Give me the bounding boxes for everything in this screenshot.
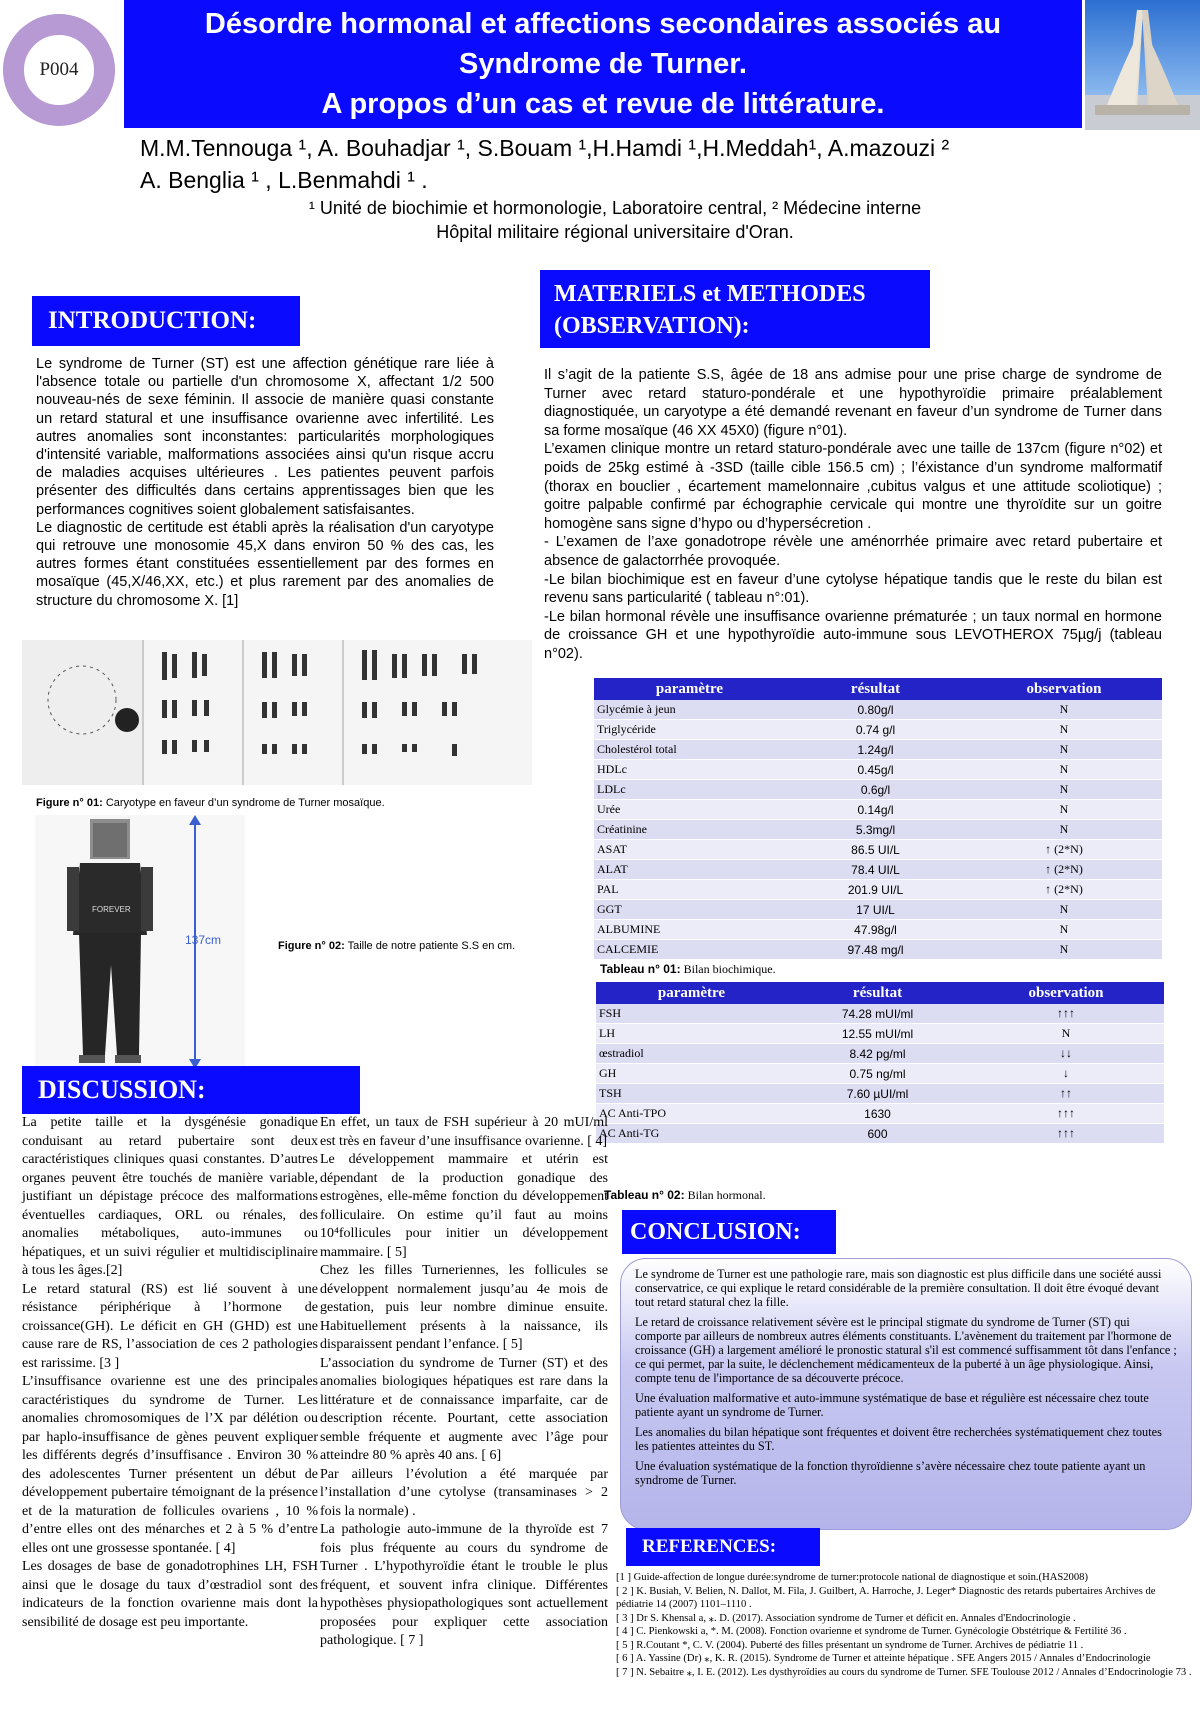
table-row	[594, 820, 1162, 840]
cell-observation: N	[966, 700, 1162, 720]
figure-1-label: Figure n° 01:	[36, 797, 103, 809]
poster-title	[124, 0, 1082, 128]
table-row	[596, 1004, 1164, 1024]
affiliation	[140, 196, 1090, 244]
methods-heading-line-2: (OBSERVATION):	[554, 313, 750, 339]
discussion-paragraph: L’insuffisance ovarienne est une des principales caractéristiques du syndrome de Turner. Les anomalies chromosomiques de l’X par délétion ou par haplo-insuffisance de gènes peuvent expliquer les différents degrés d’insuffisance . Environ 30 % des adolescentes Turner présentent un début de développement pubertaire témoignant de la présence et de la maturation de follicules ovariens , 10 % d’entre elles ont des ménarches et 2 à 5 % d’entre elles ont une grossesse spontanée. [ 4]	[22, 1374, 318, 1556]
cell-parametre: Urée	[594, 800, 785, 820]
logo-ring	[3, 14, 115, 126]
discussion-paragraph: En effet, un taux de FSH supérieur à 20 mUI/ml est très en faveur d’une insuffisance ovarienne. [ 4]	[320, 1115, 608, 1149]
cell-resultat: 1630	[787, 1104, 968, 1124]
header-observation: observation	[966, 678, 1162, 700]
authors-line-2: A. Benglia ¹ , L.Benmahdi ¹ .	[140, 167, 428, 193]
introduction-heading: INTRODUCTION:	[32, 296, 300, 346]
cell-resultat: 0.75 ng/ml	[787, 1064, 968, 1084]
reference-item: [ 7 ] N. Sebaitre ⁎, I. E. (2012). Les dysthyroïdies au cours du syndrome de Turner. SFE Toulouse 2012 / Annales d’Endocrinologie 73 .	[616, 1666, 1192, 1678]
table-2-caption-label: Tableau n° 02:	[604, 1188, 685, 1202]
cell-parametre: Triglycéride	[594, 720, 785, 740]
introduction-text	[36, 355, 494, 610]
cell-parametre: FSH	[596, 1004, 787, 1024]
table-row	[594, 840, 1162, 860]
cell-resultat: 5.3mg/l	[785, 820, 966, 840]
cell-resultat: 0.74 g/l	[785, 720, 966, 740]
conclusion-box	[620, 1258, 1192, 1530]
methods-paragraph-2: L’examen clinique montre un retard staturo-pondérale avec une taille de 137cm (figure n°02) et poids de 25kg estimé à -3SD (taille cible 156.5 cm) ; l’éxistance d’un syndrome malformatif (thorax en bouclier , écartement mamelonnaire ,cubitus valgus et une attitude scoliotique) ; goitre palpable confirmé par échographie cervicale qui montre une thyroïdite sur un goitre homogène sans signe d’hypo ou d’hypersécretion .	[544, 441, 1162, 532]
conclusion-paragraph: Les anomalies du bilan hépatique sont fréquentes et doivent être recherchées systématiquement chez toutes les patientes atteintes du ST.	[635, 1425, 1162, 1453]
table-header-row	[596, 982, 1164, 1004]
table-hormonal	[596, 982, 1164, 1144]
cell-observation: ↑↑↑	[968, 1004, 1164, 1024]
reference-item: [ 6 ] A. Yassine (Dr) ⁎, K. R. (2015). Syndrome de Turner et atteinte hépatique . SFE Angers 2015 / Annales d’Endocrinologie	[616, 1653, 1151, 1664]
header-resultat: résultat	[785, 678, 966, 700]
title-line-3: A propos d’un cas et revue de littérature.	[321, 88, 885, 120]
height-label: 137cm	[185, 933, 222, 947]
cell-resultat: 0.80g/l	[785, 700, 966, 720]
cell-resultat: 0.45g/l	[785, 760, 966, 780]
cell-observation: N	[966, 740, 1162, 760]
cell-observation: N	[966, 780, 1162, 800]
cell-parametre: ALBUMINE	[594, 920, 785, 940]
header-parametre: paramètre	[596, 982, 787, 1004]
references-list	[616, 1571, 1194, 1679]
cell-parametre: PAL	[594, 880, 785, 900]
table-row	[594, 720, 1162, 740]
cell-resultat: 47.98g/l	[785, 920, 966, 940]
reference-item: [ 2 ] K. Busiah, V. Belien, N. Dallot, M. Fila, J. Guilbert, A. Harroche, J. Leger* Diagnostic des retards pubertaires Archives de pédiatrie 14 (2007) 1101–1110 .	[616, 1585, 1156, 1610]
cell-parametre: AC Anti-TG	[596, 1124, 787, 1144]
cell-parametre: GGT	[594, 900, 785, 920]
cell-observation: ↑ (2*N)	[966, 880, 1162, 900]
cell-parametre: AC Anti-TPO	[596, 1104, 787, 1124]
cell-parametre: Créatinine	[594, 820, 785, 840]
hormonal-table	[596, 982, 1164, 1144]
discussion-paragraph: Le retard statural (RS) est lié souvent à une résistance périphérique à l’hormone de croissance(GH). Le déficit en GH (GHD) est une cause rare de RS, l’association de ces 2 pathologies est rarissime. [3 ]	[22, 1281, 318, 1371]
figure-1-text: Caryotype en faveur d’un syndrome de Turner mosaïque.	[105, 797, 385, 809]
martyrs-memorial-icon	[1085, 0, 1200, 130]
table-row	[596, 1104, 1164, 1124]
reference-item: [ 4 ] C. Pienkowski a, *. M. (2008). Fonction ovarienne et syndrome de Turner. Gynécologie Obstétrique & Fertilité 36 .	[616, 1626, 1127, 1637]
conclusion-paragraph: Le syndrome de Turner est une pathologie rare, mais son diagnostic est plus difficile dans une société aussi conservatrice, ce qui explique le retard considérable de la première consultation. Il doit être évoqué devant tout retard statural chez la fille.	[635, 1267, 1162, 1309]
introduction-paragraph-1: Le syndrome de Turner (ST) est une affection génétique rare liée à l'absence totale ou partielle d'un chromosome X, affectant 1/2 500 nouveau-nés de sexe féminin. Il associe de manière quasi constante un retard statural et une insuffisance ovarienne avec infertilité. Les autres anomalies sont inconstantes: particularités morphologiques d'intensité variable, malformations associées ainsi qu'un risque accru de maladies acquises ultérieures . Les patientes peuvent parfois présenter des difficultés dans certains apprentissages bien que les performances cognitives soient globalement satisfaisantes.	[36, 356, 494, 518]
cell-parametre: ALAT	[594, 860, 785, 880]
table-row	[594, 940, 1162, 960]
methods-paragraph-4: -Le bilan biochimique est en faveur d’une cytolyse hépatique tandis que le reste du bilan est revenu sans particularité ( tableau n°:01).	[544, 571, 1162, 607]
cell-parametre: HDLc	[594, 760, 785, 780]
methods-paragraph-3: - L’examen de l’axe gonadotrope révèle une aménorrhée primaire avec retard pubertaire et absence de galactorrhée provoquée.	[544, 534, 1162, 569]
karyotype-image	[22, 640, 532, 785]
discussion-paragraph: Les dosages de base de gonadotrophines LH, FSH ainsi que le dosage du taux d’œstradiol sont des indicateurs de la fonction ovarienne mais dont la sensibilité de dosage est peu importante.	[22, 1559, 318, 1630]
discussion-paragraph: Par ailleurs l’évolution a été marquée par l’installation d’une cytolyse (transaminases > 2 fois la normale) .	[320, 1466, 608, 1519]
cell-observation: ↑↑↑	[968, 1124, 1164, 1144]
header-resultat: résultat	[787, 982, 968, 1004]
cell-parametre: Glycémie à jeun	[594, 700, 785, 720]
cell-resultat: 78.4 UI/L	[785, 860, 966, 880]
references-heading: REFERENCES:	[626, 1528, 820, 1566]
header-parametre: paramètre	[594, 678, 785, 700]
cell-observation: N	[966, 760, 1162, 780]
cell-resultat: 86.5 UI/L	[785, 840, 966, 860]
affiliation-line-2: Hôpital militaire régional universitaire d'Oran.	[436, 222, 794, 242]
table-row	[594, 780, 1162, 800]
biochemistry-table	[594, 678, 1162, 960]
figure-1-caption	[36, 797, 536, 809]
cell-observation: N	[966, 720, 1162, 740]
table-row	[594, 800, 1162, 820]
reference-item: [ 5 ] R.Coutant *, C. V. (2004). Puberté des filles présentant un syndrome de Turner. Archives de pédiatrie 11 .	[616, 1639, 1084, 1651]
shirt-text: FOREVER	[92, 905, 131, 914]
cell-parametre: ASAT	[594, 840, 785, 860]
table-row	[594, 880, 1162, 900]
table-header-row	[594, 678, 1162, 700]
cell-observation: N	[966, 940, 1162, 960]
cell-observation: ↑↑	[968, 1084, 1164, 1104]
conclusion-paragraph: Le retard de croissance relativement sévère est le principal stigmate du syndrome de Turner (ST) qui comporte par ailleurs de nombreux autres éléments constituants. L'avènement du traitement par l'hormone de croissance (GH) a largement amélioré le pronostic statural s'il est commencé suffisamment tôt dans l'enfance ; ce qui permet, par la suite, le déclenchement médicamenteux de la puberté à un âge physiologique. Ainsi, compte tenu de l'importance de sa découverte précoce.	[635, 1315, 1177, 1385]
society-logo	[0, 0, 118, 140]
discussion-heading: DISCUSSION:	[22, 1066, 360, 1114]
cell-resultat: 17 UI/L	[785, 900, 966, 920]
monument-photo	[1085, 0, 1200, 130]
conclusion-heading: CONCLUSION:	[622, 1210, 836, 1254]
cell-resultat: 8.42 pg/ml	[787, 1044, 968, 1064]
reference-item: [1 ] Guide-affection de longue durée:syndrome de turner:protocole national de diagnostique et soin.(HAS2008)	[616, 1572, 1088, 1583]
reference-item: [ 3 ] Dr S. Khensal a, ⁎. D. (2017). Association syndrome de Turner et déficit en. Annales d'Endocrinologie .	[616, 1612, 1076, 1624]
affiliation-line-1: ¹ Unité de biochimie et hormonologie, Laboratoire central, ² Médecine interne	[308, 198, 922, 218]
cell-observation: ↓	[968, 1064, 1164, 1084]
cell-observation: ↑ (2*N)	[966, 840, 1162, 860]
authors-line-1: M.M.Tennouga ¹, A. Bouhadjar ¹, S.Bouam ¹,H.Hamdi ¹,H.Meddah¹, A.mazouzi ²	[140, 135, 950, 161]
cell-observation: ↑ (2*N)	[966, 860, 1162, 880]
cell-resultat: 74.28 mUI/ml	[787, 1004, 968, 1024]
cell-resultat: 0.6g/l	[785, 780, 966, 800]
discussion-paragraph: Chez les filles Turneriennes, les follicules se développent normalement jusqu’au 4e mois de gestation, puis leur nombre diminue ensuite. Habituellement présents à la naissance, ils disparaissent pendant l’enfance. [ 5]	[320, 1263, 608, 1352]
figure-2-label: Figure n° 02:	[278, 940, 345, 952]
table-1-caption-label: Tableau n° 01:	[600, 962, 681, 976]
introduction-paragraph-2: Le diagnostic de certitude est établi après la réalisation d'un caryotype qui retrouve une monosomie 45,X dans environ 50 % des cas, les autres formes étant constituées essentiellement par des formes en mosaïque (45,X/46,XX, etc.) et plus rarement par des anomalies de structure du chromosome X. [1]	[36, 519, 494, 609]
cell-parametre: LDLc	[594, 780, 785, 800]
cell-parametre: CALCEMIE	[594, 940, 785, 960]
table-1-caption	[600, 962, 776, 977]
cell-observation: N	[966, 800, 1162, 820]
table-row	[596, 1024, 1164, 1044]
discussion-paragraph: La petite taille et la dysgénésie gonadique conduisant au retard pubertaire sont deux caractéristiques cliniques quasi constantes. D’autres organes peuvent être touchés de manière variable, justifiant un dépistage précoce des malformations éventuelles cardiaques, ORL ou rénales, des anomalies métaboliques, auto-immunes ou hépatiques, et un suivi régulier et multidisciplinaire à tous les âges.[2]	[22, 1115, 318, 1278]
methods-paragraph-1: Il s’agit de la patiente S.S, âgée de 18 ans admise pour une prise charge de syndrome de Turner avec retard staturo-pondérale et une hypothyroïdie primaire préalablement diagnostiquée, un caryotype a été demandé revenant en faveur d’un syndrome de Turner dans sa forme mosaïque (46 XX 45X0) (figure n°01).	[544, 367, 1162, 439]
poster-code: P004	[23, 34, 95, 106]
table-2-caption	[604, 1188, 766, 1203]
table-row	[596, 1064, 1164, 1084]
table-2-caption-text: Bilan hormonal.	[687, 1188, 766, 1202]
cell-resultat: 97.48 mg/l	[785, 940, 966, 960]
methods-heading-line-1: MATERIELS et METHODES	[554, 281, 866, 307]
title-line-2: Syndrome de Turner.	[459, 48, 747, 80]
cell-observation: N	[968, 1024, 1164, 1044]
figure-2-caption	[278, 940, 578, 952]
cell-resultat: 1.24g/l	[785, 740, 966, 760]
discussion-column-2	[320, 1114, 608, 1651]
cell-resultat: 7.60 µUI/ml	[787, 1084, 968, 1104]
table-row	[596, 1084, 1164, 1104]
figure-2-text: Taille de notre patiente S.S en cm.	[347, 940, 516, 952]
methods-heading	[540, 270, 930, 348]
table-row	[596, 1124, 1164, 1144]
cell-resultat: 600	[787, 1124, 968, 1144]
discussion-paragraph: La pathologie auto-immune de la thyroïde est 7 fois plus fréquente au cours du syndrome de Turner . L’hypothyroïdie étant le trouble le plus fréquent, et souvent infra clinique. Différentes hypothèses physiopathologiques sont actuellement proposées pour expliquer cette association pathologique. [ 7 ]	[320, 1522, 608, 1648]
table-row	[594, 760, 1162, 780]
cell-observation: N	[966, 820, 1162, 840]
table-row	[596, 1044, 1164, 1064]
cell-resultat: 0.14g/l	[785, 800, 966, 820]
cell-observation: ↑↑↑	[968, 1104, 1164, 1124]
cell-observation: N	[966, 900, 1162, 920]
cell-resultat: 12.55 mUI/ml	[787, 1024, 968, 1044]
discussion-paragraph: Le développement mammaire et utérin est dépendant de la production gonadique des estrogènes, elle-même fonction du développement folliculaire. On estime qu’il faut au moins 10⁴follicules pour initier un développement mammaire. [ 5]	[320, 1152, 608, 1260]
table-row	[594, 700, 1162, 720]
cell-observation: N	[966, 920, 1162, 940]
header-observation: observation	[968, 982, 1164, 1004]
patient-photo	[35, 815, 245, 1075]
conclusion-paragraph: Une évaluation systématique de la fonction thyroïdienne s’avère nécessaire chez toute patiente ayant un syndrome de Turner.	[635, 1459, 1146, 1487]
authors	[140, 132, 1090, 196]
discussion-column-1	[22, 1114, 318, 1632]
table-row	[594, 740, 1162, 760]
cell-observation: ↓↓	[968, 1044, 1164, 1064]
cell-parametre: TSH	[596, 1084, 787, 1104]
discussion-paragraph: L’association du syndrome de Turner (ST) et des anomalies biologiques hépatiques est rare dans la littérature et de connaissance imparfaite, car de description récente. Pourtant, cette association semble fréquente et augmente avec l’âge pour atteindre 80 % après 40 ans. [ 6]	[320, 1355, 608, 1463]
table-row	[594, 860, 1162, 880]
methods-paragraph-5: -Le bilan hormonal révèle une insuffisance ovarienne prématurée ; un taux normal en hormone de croissance GH et une hypothyroïdie auto-immune sous LEVOTHEROX 75µg/j (tableau n°02).	[544, 608, 1162, 662]
methods-text	[544, 366, 1162, 664]
cell-parametre: GH	[596, 1064, 787, 1084]
cell-parametre: œstradiol	[596, 1044, 787, 1064]
table-row	[594, 900, 1162, 920]
cell-resultat: 201.9 UI/L	[785, 880, 966, 900]
table-1-caption-text: Bilan biochimique.	[683, 962, 776, 976]
title-line-1: Désordre hormonal et affections secondaires associés au	[204, 8, 1002, 40]
table-biochemistry	[594, 678, 1162, 960]
karyotype-icon	[22, 640, 532, 785]
table-row	[594, 920, 1162, 940]
cell-parametre: LH	[596, 1024, 787, 1044]
conclusion-paragraph: Une évaluation malformative et auto-immune systématique de base et régulière est nécessaire chez toute patiente ayant un syndrome de Turner.	[635, 1391, 1149, 1419]
cell-parametre: Cholestérol total	[594, 740, 785, 760]
